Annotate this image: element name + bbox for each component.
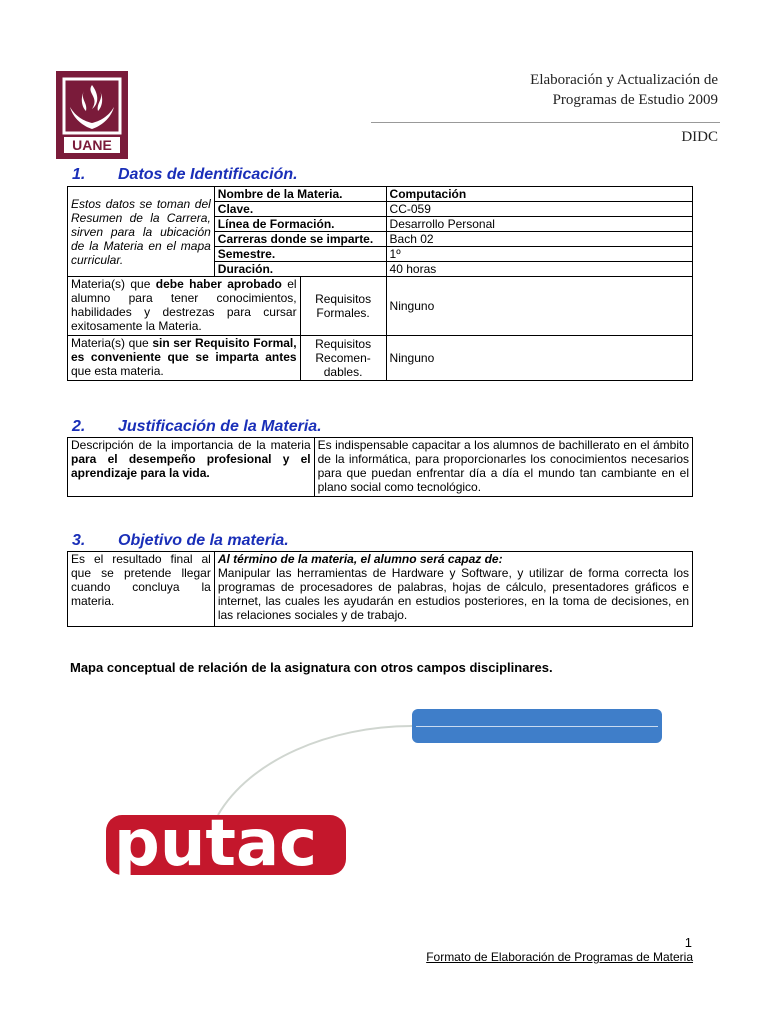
row-label: Clave.	[214, 202, 386, 217]
recommended-requirements-description: Materia(s) que sin ser Requisito Formal, es conveniente que se imparta antes que esta materia.	[68, 336, 301, 381]
row-value: 40 horas	[386, 262, 692, 277]
objective-description: Es el resultado final al que se pretende llegar cuando concluya la materia.	[68, 552, 215, 627]
formal-requirements-value: Ninguno	[386, 277, 692, 336]
identification-intro: Estos datos se toman del Resumen de la Carrera, sirven para la ubicación de la Materia en el mapa curricular.	[68, 187, 215, 277]
row-value: 1º	[386, 247, 692, 262]
node-divider	[416, 726, 658, 727]
svg-text:UANE: UANE	[72, 137, 112, 153]
department-label: DIDC	[681, 129, 718, 145]
row-value: Bach 02	[386, 232, 692, 247]
row-value: CC-059	[386, 202, 692, 217]
objective-heading: Al término de la materia, el alumno será capaz de:	[217, 552, 503, 566]
page-number: 1	[684, 935, 692, 950]
row-value: Computación	[386, 187, 692, 202]
section3-title: Objetivo de la materia.	[118, 532, 289, 549]
section1-number: 1.	[72, 166, 86, 183]
recommended-requirements-label: Requisitos Recomen- dables.	[300, 336, 386, 381]
header-title-line1: Elaboración y Actualización de	[530, 72, 718, 88]
formal-requirements-description: Materia(s) que debe haber aprobado el alumno para tener conocimientos, habilidades y destrezas para cursar exitosamente la Materia.	[68, 277, 301, 336]
row-value: Desarrollo Personal	[386, 217, 692, 232]
row-label: Línea de Formación.	[214, 217, 386, 232]
concept-map-title: Mapa conceptual de relación de la asignatura con otros campos disciplinares.	[70, 660, 553, 675]
row-label: Nombre de la Materia.	[214, 187, 386, 202]
header-title-line2: Programas de Estudio 2009	[552, 92, 718, 108]
row-label: Semestre.	[214, 247, 386, 262]
row-label: Duración.	[214, 262, 386, 277]
section3-number: 3.	[72, 532, 86, 549]
formal-requirements-label: Requisitos Formales.	[300, 277, 386, 336]
section2-number: 2.	[72, 418, 86, 435]
concept-map-node-box	[412, 709, 662, 743]
justification-text: Es indispensable capacitar a los alumnos de bachillerato en el ámbito de la informática, para proporcionarles los conocimientos necesarios para que puedan enfrentar día a día el mundo tan cambiante en el plano social como tecnológico.	[314, 438, 692, 497]
row-label: Carreras donde se imparte.	[214, 232, 386, 247]
concept-map-central-node	[106, 807, 318, 881]
footer-text: Formato de Elaboración de Programas de Materia	[426, 950, 693, 964]
justification-description: Descripción de la importancia de la materia para el desempeño profesional y el aprendizaje para la vida.	[68, 438, 315, 497]
section2-title: Justificación de la Materia.	[118, 418, 322, 435]
section1-title: Datos de Identificación.	[118, 166, 298, 183]
central-node-text: putac	[114, 807, 318, 881]
objective-text: Manipular las herramientas de Hardware y Software, y utilizar de forma correcta los programas de procesadores de palabras, hojas de cálculo, presentadores gráficos e internet, las cuales les ayudarán en estudios posteriores, en la toma de decisiones, en las relaciones sociales y de trabajo.	[217, 566, 689, 622]
recommended-requirements-value: Ninguno	[386, 336, 692, 381]
